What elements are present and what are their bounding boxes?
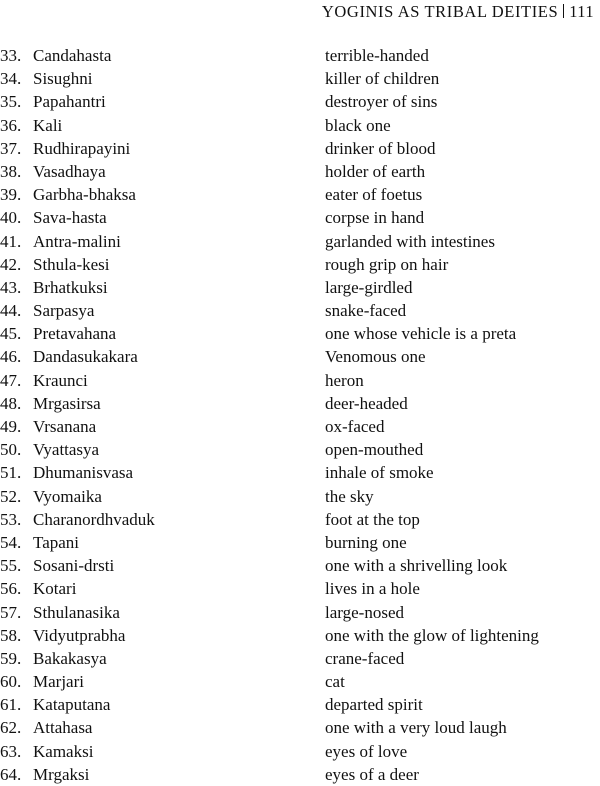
name-meaning: one with the glow of lightening [325, 625, 539, 645]
name-meaning: rough grip on hair [325, 254, 449, 274]
name-meaning: large-nosed [325, 602, 404, 622]
name-meaning: black one [325, 115, 391, 135]
yogini-name: Sarpasya [33, 301, 95, 321]
list-item [0, 67, 600, 90]
entry-number: 34. [0, 69, 22, 89]
list-item [0, 392, 600, 415]
list-item [0, 253, 600, 276]
entry-number: 56. [0, 579, 22, 599]
entry-number: 47. [0, 370, 22, 390]
yogini-name: Vyattasya [33, 440, 100, 460]
entry-number: 51. [0, 463, 22, 483]
yogini-name: Vyomaika [33, 486, 102, 506]
name-meaning: foot at the top [325, 509, 420, 529]
list-item [0, 322, 600, 345]
name-meaning: inhale of smoke [325, 463, 434, 483]
yogini-name: Garbha-bhaksa [33, 185, 136, 205]
entry-number: 53. [0, 509, 22, 529]
entry-number: 59. [0, 648, 22, 668]
list-item [0, 44, 600, 67]
list-item [0, 763, 600, 786]
name-meaning: Venomous one [325, 347, 426, 367]
name-meaning: crane-faced [325, 648, 405, 668]
entry-number: 61. [0, 695, 22, 715]
entry-number: 46. [0, 347, 22, 367]
name-meaning: eyes of love [325, 741, 408, 761]
entry-number: 64. [0, 764, 22, 784]
list-item [0, 90, 600, 113]
entry-number: 44. [0, 301, 22, 321]
yogini-name: Bakakasya [33, 648, 107, 668]
yogini-name: Attahasa [33, 718, 93, 738]
yogini-name: Pretavahana [33, 324, 117, 344]
name-meaning: open-mouthed [325, 440, 424, 460]
name-meaning: cat [325, 672, 345, 692]
list-item [0, 716, 600, 739]
entry-number: 40. [0, 208, 22, 228]
name-meaning: drinker of blood [325, 138, 436, 158]
name-meaning: one whose vehicle is a preta [325, 324, 517, 344]
name-meaning: one with a shrivelling look [325, 556, 508, 576]
list-item [0, 369, 600, 392]
running-header [322, 2, 594, 22]
name-meaning: deer-headed [325, 393, 408, 413]
name-meaning: corpse in hand [325, 208, 425, 228]
entry-number: 48. [0, 393, 22, 413]
name-meaning: eyes of a deer [325, 764, 419, 784]
entry-number: 57. [0, 602, 22, 622]
list-item [0, 577, 600, 600]
entry-number: 33. [0, 46, 22, 65]
yogini-name: Sisughni [33, 69, 93, 89]
entry-number: 42. [0, 254, 22, 274]
yogini-name: Sosani-drsti [33, 556, 115, 576]
name-meaning: terrible-handed [325, 46, 429, 65]
name-meaning: snake-faced [325, 301, 407, 321]
yogini-name: Candahasta [33, 46, 112, 65]
yogini-name: Sthula-kesi [33, 254, 110, 274]
yogini-list [0, 44, 600, 786]
yogini-name: Rudhirapayini [33, 138, 131, 158]
yogini-name: Brhatkuksi [33, 277, 108, 297]
list-item [0, 531, 600, 554]
entry-number: 62. [0, 718, 22, 738]
name-meaning: burning one [325, 532, 407, 552]
list-item [0, 438, 600, 461]
yogini-name: Sava-hasta [33, 208, 107, 228]
name-meaning: garlanded with intestines [325, 231, 495, 251]
list-item [0, 624, 600, 647]
entry-number: 55. [0, 556, 22, 576]
entry-number: 50. [0, 440, 22, 460]
list-item [0, 160, 600, 183]
name-meaning: eater of foetus [325, 185, 423, 205]
list-item [0, 183, 600, 206]
entry-number: 63. [0, 741, 22, 761]
name-meaning: destroyer of sins [325, 92, 438, 112]
name-meaning: lives in a hole [325, 579, 420, 599]
list-item [0, 114, 600, 137]
entry-number: 43. [0, 277, 22, 297]
list-item [0, 554, 600, 577]
name-meaning: holder of earth [325, 161, 426, 181]
yogini-name: Vasadhaya [33, 161, 106, 181]
yogini-name: Tapani [33, 532, 80, 552]
entry-number: 60. [0, 672, 22, 692]
entry-number: 45. [0, 324, 22, 344]
yogini-name: Mrgasirsa [33, 393, 101, 413]
yogini-name: Marjari [33, 672, 84, 692]
list-item [0, 508, 600, 531]
page-number: 111 [569, 2, 594, 21]
list-item [0, 647, 600, 670]
name-meaning: killer of children [325, 69, 440, 89]
yogini-name: Dhumanisvasa [33, 463, 134, 483]
entry-number: 49. [0, 417, 22, 436]
list-item [0, 601, 600, 624]
list-item [0, 485, 600, 508]
list-item [0, 415, 600, 438]
list-item [0, 461, 600, 484]
yogini-name: Vidyutprabha [33, 625, 126, 645]
yogini-name: Kotari [33, 579, 77, 599]
entry-number: 54. [0, 532, 22, 552]
running-title: YOGINIS AS TRIBAL DEITIES [321, 2, 559, 21]
list-item [0, 276, 600, 299]
list-item [0, 345, 600, 368]
yogini-name: Kamaksi [33, 741, 94, 761]
name-meaning: ox-faced [325, 417, 385, 436]
name-meaning: heron [325, 370, 364, 390]
yogini-name: Dandasukakara [33, 347, 138, 367]
entry-number: 38. [0, 161, 22, 181]
entry-number: 36. [0, 115, 22, 135]
name-meaning: large-girdled [325, 277, 413, 297]
entry-number: 52. [0, 486, 22, 506]
list-item [0, 299, 600, 322]
yogini-name: Sthulanasika [33, 602, 120, 622]
entry-number: 39. [0, 185, 22, 205]
list-item [0, 693, 600, 716]
yogini-name: Kali [33, 115, 63, 135]
list-item [0, 670, 600, 693]
list-item [0, 230, 600, 253]
list-item [0, 740, 600, 763]
yogini-name: Kataputana [33, 695, 111, 715]
entry-number: 35. [0, 92, 22, 112]
entry-number: 58. [0, 625, 22, 645]
yogini-name: Mrgaksi [33, 764, 90, 784]
yogini-name: Papahantri [33, 92, 106, 112]
entry-number: 37. [0, 138, 22, 158]
name-meaning: one with a very loud laugh [325, 718, 507, 738]
list-item [0, 206, 600, 229]
yogini-name: Kraunci [33, 370, 88, 390]
header-separator [563, 4, 564, 18]
entry-number: 41. [0, 231, 22, 251]
yogini-name: Antra-malini [33, 231, 121, 251]
yogini-name: Charanordhvaduk [33, 509, 155, 529]
name-meaning: departed spirit [325, 695, 423, 715]
list-item [0, 137, 600, 160]
name-meaning: the sky [325, 486, 374, 506]
yogini-name: Vrsanana [33, 417, 97, 436]
